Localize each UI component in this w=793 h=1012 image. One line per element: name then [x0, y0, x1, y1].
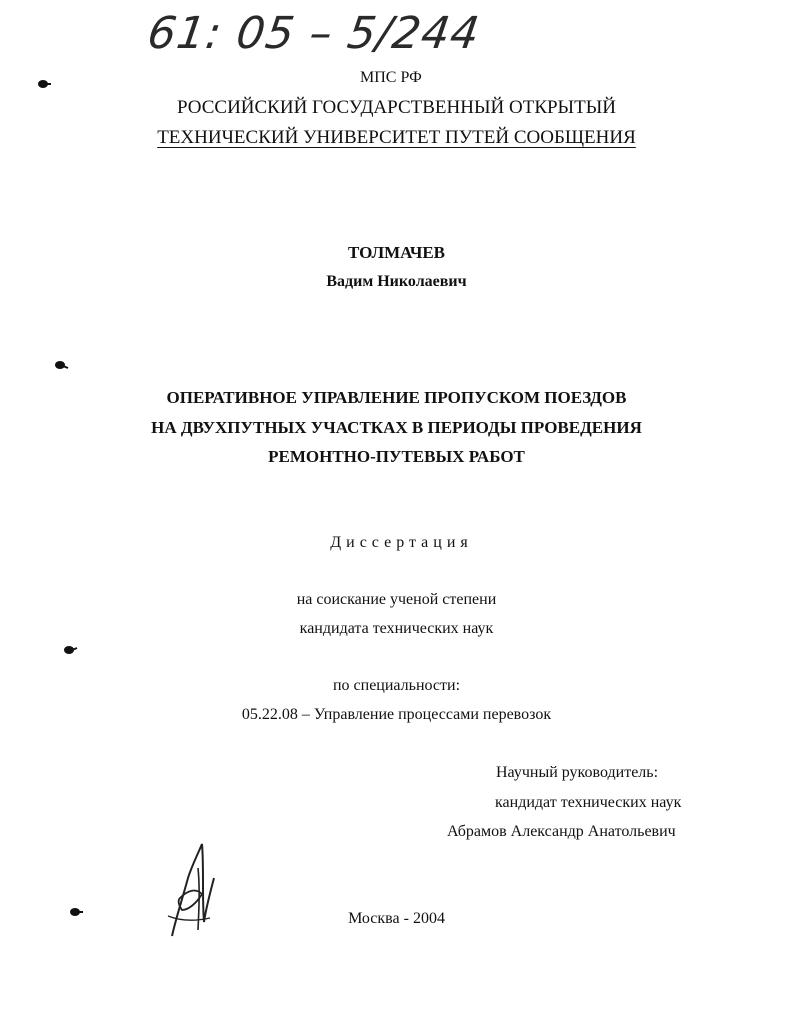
- author-surname: ТОЛМАЧЕВ: [347, 243, 446, 262]
- supervisor-degree: кандидат технических наук: [495, 794, 682, 811]
- scan-mark-1: [36, 77, 52, 91]
- university-name-line2: [0, 127, 793, 149]
- title-line3: РЕМОНТНО-ПУТЕВЫХ РАБОТ: [268, 447, 525, 466]
- degree-line1: на соискание ученой степени: [296, 591, 497, 608]
- scan-mark-2: [53, 358, 69, 372]
- degree-line2: кандидата технических наук: [299, 620, 494, 637]
- scan-mark-3: [62, 643, 78, 657]
- handwritten-catalog-code: 61: 05 – 5/244: [144, 8, 484, 59]
- title-line1: ОПЕРАТИВНОЕ УПРАВЛЕНИЕ ПРОПУСКОМ ПОЕЗДОВ: [166, 388, 627, 407]
- specialty-value: 05.22.08 – Управление процессами перевозок: [241, 706, 552, 723]
- university-name-line2-text: ТЕХНИЧЕСКИЙ УНИВЕРСИТЕТ ПУТЕЙ СООБЩЕНИЯ: [157, 127, 636, 148]
- author-given-names: Вадим Николаевич: [326, 273, 467, 290]
- title-line2: НА ДВУХПУТНЫХ УЧАСТКАХ В ПЕРИОДЫ ПРОВЕДЕНИЯ: [151, 418, 642, 437]
- university-name-line1: РОССИЙСКИЙ ГОСУДАРСТВЕННЫЙ ОТКРЫТЫЙ: [176, 97, 617, 118]
- ministry-label: МПС РФ: [360, 69, 422, 86]
- city-year: Москва - 2004: [348, 910, 445, 927]
- supervisor-name: Абрамов Александр Анатольевич: [447, 823, 676, 840]
- document-type: Диссертация: [330, 534, 473, 551]
- specialty-label: по специальности:: [332, 677, 461, 694]
- supervisor-label: Научный руководитель:: [496, 764, 659, 781]
